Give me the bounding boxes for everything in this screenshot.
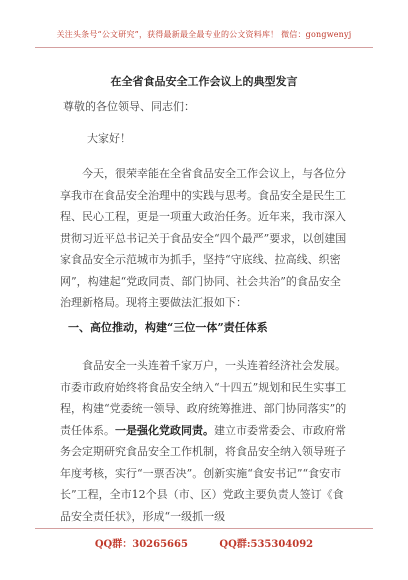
footer-contact	[0, 535, 408, 550]
paragraph-intro: 今天，很荣幸能在全省食品安全工作会议上，与各位分享我市在食品安全治理中的实践与思考。食品安全是民生工程、民心工程，更是一项重大政治任务。近年来，我市深入贯彻习近平总书记关于食品安全“四个最严”要求，以创建国家食品安全示范城市为抓手，坚持“守底线、拉高线、织密网”，构建起“党政同责、部门协同、社会共治”的食品安全治理新格局。现将主要做法汇报如下：	[60, 167, 347, 309]
greeting: 大家好！	[87, 132, 131, 145]
paragraph-text-continued: 建立市委常委会、市政府常务会定期研究食品安全工作机制，将食品安全纳入领导班子年度考核，实行“一票否决”。创新实施“食安书记”“食安市长”工程，全市12个县（市、区）党政主要负责人签订《食品安全责任状》，形成“一级抓一级	[60, 423, 346, 523]
header-note: 关注头条号“公文研究”，获得最新最全最专业的公文资料库！ 微信：gongwenyj	[56, 30, 352, 39]
salutation: 尊敬的各位领导、同志们：	[63, 100, 195, 113]
bold-point: 一是强化党政同责。	[115, 423, 214, 437]
paragraph-text: 食品安全一头连着千家万户，一头连着经济社会发展。市委市政府始终将食品安全纳入“十四五”规划和民生实事工程，构建“党委统一领导、政府统筹推进、部门协同落实”的责任体系。	[60, 359, 347, 437]
section-heading: 一、高位推动，构建“三位一体”责任体系	[68, 321, 268, 334]
header-divider	[35, 47, 373, 48]
qq-group-1: QQ群：30265665	[94, 539, 188, 550]
footer-divider	[35, 528, 373, 529]
document-title: 在全省食品安全工作会议上的典型发言	[110, 75, 298, 88]
qq-group-2: QQ群:535304092	[219, 539, 314, 550]
paragraph-responsibility	[60, 355, 350, 527]
